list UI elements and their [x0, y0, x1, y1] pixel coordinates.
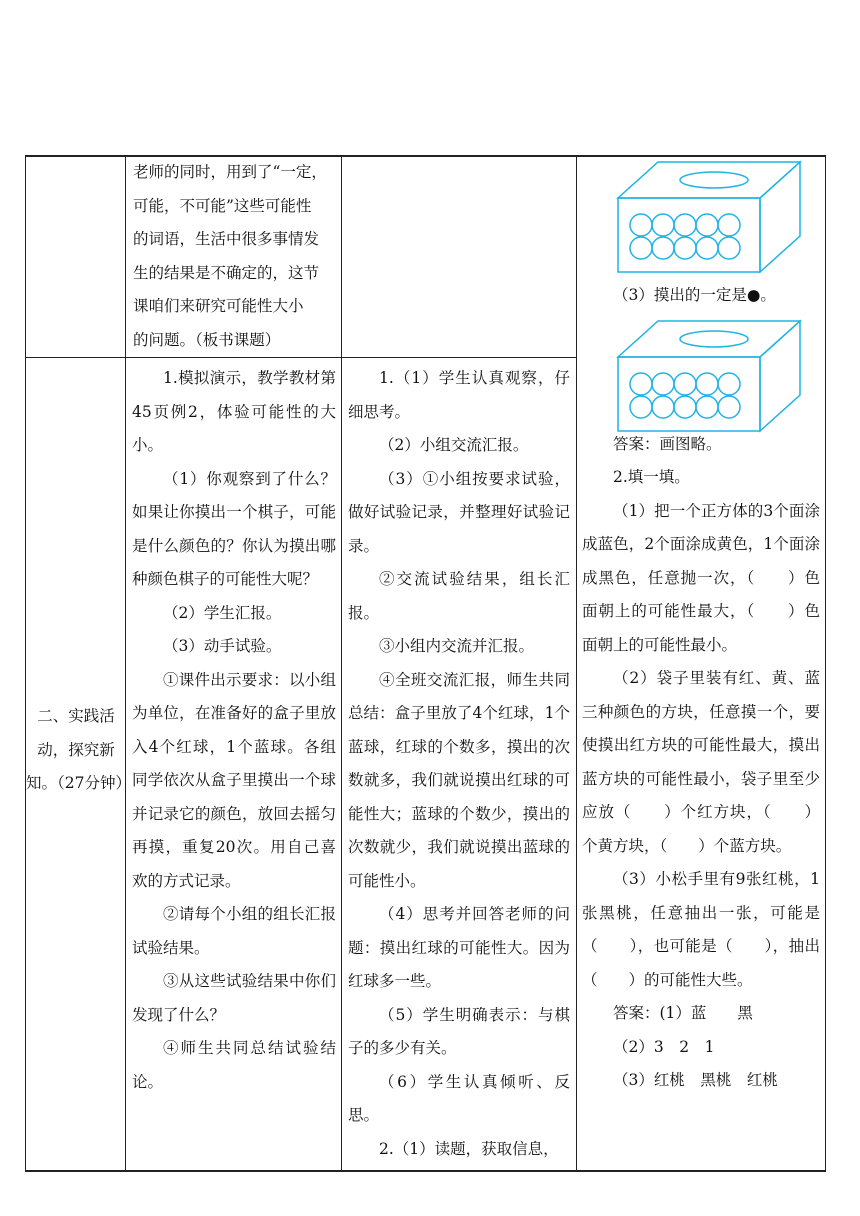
text-line: 的问题。（板书课题） [133, 330, 281, 349]
table-col-divider-1 [125, 155, 126, 1171]
paragraph: ④师生共同总结试验结论。 [132, 1039, 336, 1091]
paragraph: ③从这些试验结果中你们发现了什么？ [132, 972, 336, 1024]
paragraph: （4）思考并回答老师的问题：摸出红球的可能性大。因为红球多一些。 [348, 905, 570, 990]
table-left-border [25, 155, 26, 1171]
row1-teacher-text [133, 156, 338, 357]
paragraph: ②请每个小组的组长汇报试验结果。 [132, 905, 336, 957]
text-line: 可能，不可能”这些可能性 [133, 196, 312, 215]
fill-title: 2.填一填。 [613, 468, 690, 486]
answer-2: （2）3 2 1 [613, 1037, 715, 1056]
paragraph: ①课件出示要求：以小组为单位，在准备好的盒子里放入4个红球，1个蓝球。各组同学依次从盒子里摸出一个球并记录它的颜色，放回去摇匀再摸，重复20次。用自己喜欢的方式记录。 [132, 670, 336, 890]
text-line: 课咱们来研究可能性大小 [133, 297, 304, 315]
table-col-divider-3 [576, 155, 577, 1171]
paragraph: （5）学生明确表示：与棋子的多少有关。 [348, 1005, 570, 1057]
paragraph: （2）学生汇报。 [163, 603, 282, 622]
table-col-divider-2 [341, 155, 342, 1171]
paragraph: （2）小组交流汇报。 [379, 436, 529, 454]
paragraph: 1.模拟演示，教学教材第45页例2，体验可能性的大小。 [132, 369, 336, 454]
table-bottom-border [25, 1170, 826, 1172]
box-with-balls-figure [610, 160, 810, 275]
paragraph: 2.（1）读题，获取信息， [379, 1139, 559, 1158]
question-1: （1）把一个正方体的3个面涂成蓝色，2个面涂成黄色，1个面涂成黑色，任意抛一次，（ ）色面朝上的可能性最大，（ ）色面朝上的可能性最小。 [582, 501, 820, 654]
answer-1: 答案：(1）蓝 黑 [613, 1004, 753, 1022]
answer-3: （3）红桃 黑桃 红桃 [613, 1071, 778, 1089]
paragraph: （1）你观察到了什么？如果让你摸出一个棋子，可能是什么颜色的？你认为摸出哪种颜色棋子的可能性大呢？ [132, 469, 336, 588]
teacher-activity [132, 362, 336, 1099]
paragraph: （3）①小组按要求试验，做好试验记录，并整理好试验记录。 [348, 469, 570, 555]
paragraph: 1.（1）学生认真观察，仔细思考。 [348, 369, 570, 421]
paragraph: （6）学生认真倾听、反思。 [348, 1072, 570, 1124]
question-2: （2）袋子里装有红、黄、蓝三种颜色的方块，任意摸一个，要使摸出红方块的可能性最大，摸出蓝方块的可能性最小，袋子里至少应放（ ）个红方块，（ ）个黄方块，（ ）个蓝方块。 [582, 669, 820, 855]
paragraph: （3）动手试验。 [163, 637, 282, 655]
table-right-border [825, 155, 826, 1171]
box-figure-2 [610, 319, 810, 434]
question-3: （3）小松手里有9张红桃，1张黑桃，任意抽出一张，可能是（ ），也可能是（ ），抽出（ ）的可能性大些。 [582, 870, 820, 989]
paragraph: ③小组内交流并汇报。 [379, 637, 535, 655]
answer-draw: 答案：画图略。 [613, 434, 722, 453]
box-with-balls-figure [610, 319, 810, 434]
text-line: 老师的同时，用到了“一定， [133, 163, 327, 181]
caption-3: （3）摸出的一定是●。 [613, 286, 776, 304]
student-activity [348, 362, 570, 1166]
exercise-column [582, 160, 820, 1098]
paragraph: ②交流试验结果，组长汇报。 [348, 570, 570, 622]
stage-label: 二、实践活动，探究新知。（27分钟） [26, 707, 131, 792]
paragraph: ④全班交流汇报，师生共同总结：盒子里放了4个红球，1个蓝球，红球的个数多，摸出的次数就多，我们就说摸出红球的可能性大；蓝球的个数少，摸出的次数就少，我们就说摸出蓝球的可能性小。 [348, 670, 570, 890]
box-figure-1 [610, 160, 810, 275]
text-line: 的词语，生活中很多事情发 [133, 230, 320, 248]
text-line: 生的结果是不确定的，这节 [133, 263, 320, 282]
table-row-divider [25, 357, 576, 358]
